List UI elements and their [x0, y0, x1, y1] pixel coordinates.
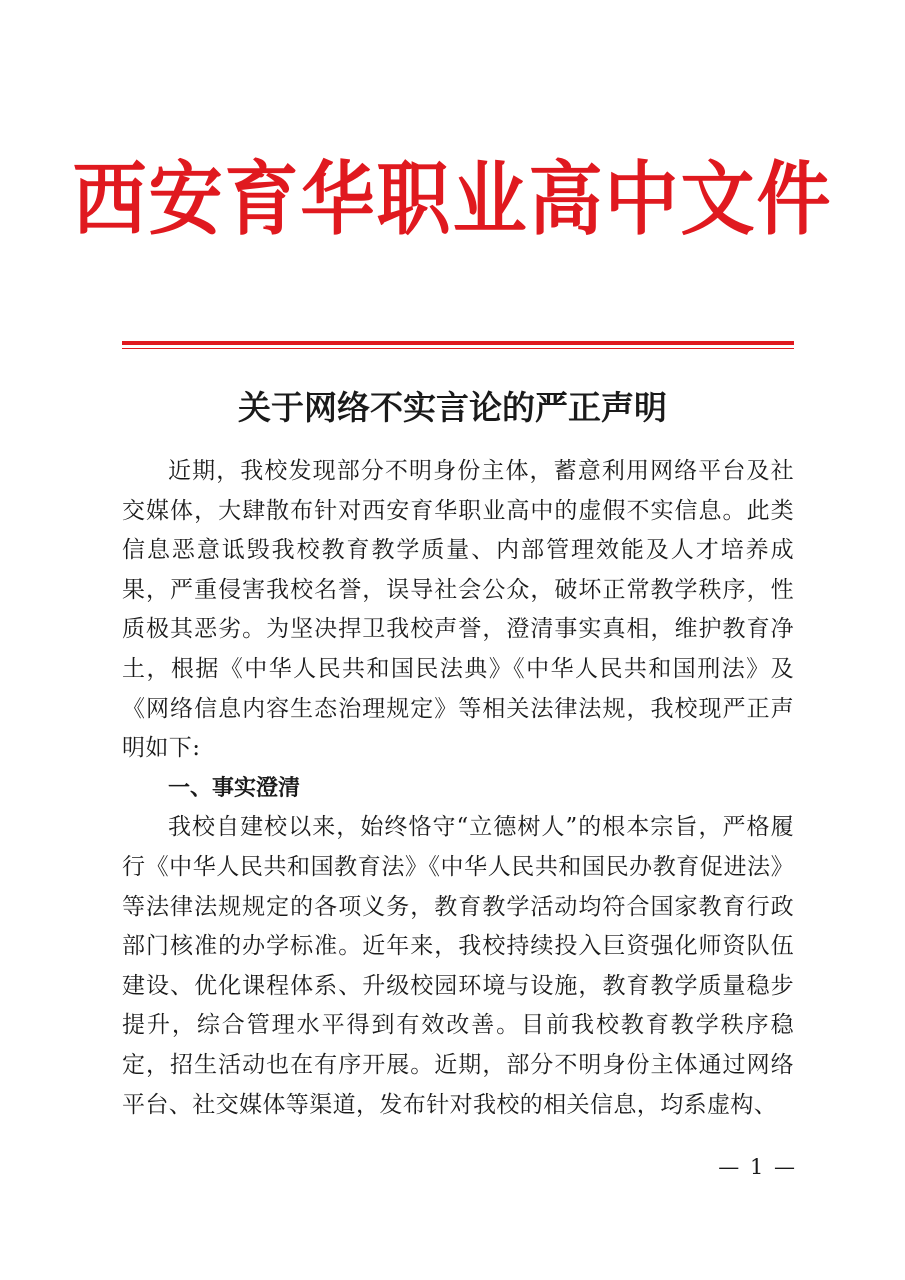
intro-paragraph: 近期，我校发现部分不明身份主体，蓄意利用网络平台及社交媒体，大肆散布针对西安育华职业高中的虚假不实信息。此类信息恶意诋毁我校教育教学质量、内部管理效能及人才培养成果，严重侵害我校名誉，误导社会公众，破坏正常教学秩序，性质极其恶劣。为坚决捍卫我校声誉，澄清事实真相，维护教育净土，根据《中华人民共和国民法典》《中华人民共和国刑法》及《网络信息内容生态治理规定》等相关法律法规，我校现严正声明如下: [122, 458, 794, 762]
header-red-rule-thick [122, 341, 794, 345]
document-title: 关于网络不实言论的严正声明 [238, 388, 667, 427]
header-red-rule-thin [122, 348, 794, 349]
issuing-authority-header: 西安育华职业高中文件 [72, 153, 833, 247]
section-heading-fact-clarification: 一、事实澄清 [168, 775, 301, 801]
section-paragraph-fact-clarification: 我校自建校以来，始终恪守“立德树人”的根本宗旨，严格履行《中华人民共和国教育法》《中华人民共和国民办教育促进法》等法律法规规定的各项义务，教育教学活动均符合国家教育行政部门核准的办学标准。近年来，我校持续投入巨资强化师资队伍建设、优化课程体系、升级校园环境与设施，教育教学质量稳步提升，综合管理水平得到有效改善。目前我校教育教学秩序稳定，招生活动也在有序开展。近期，部分不明身份主体通过网络平台、社交媒体等渠道，发布针对我校的相关信息，均系虚构、 [122, 814, 794, 1118]
page-number: — 1 — [718, 1155, 797, 1179]
document-body [122, 452, 794, 1125]
page-footer [0, 1152, 905, 1182]
